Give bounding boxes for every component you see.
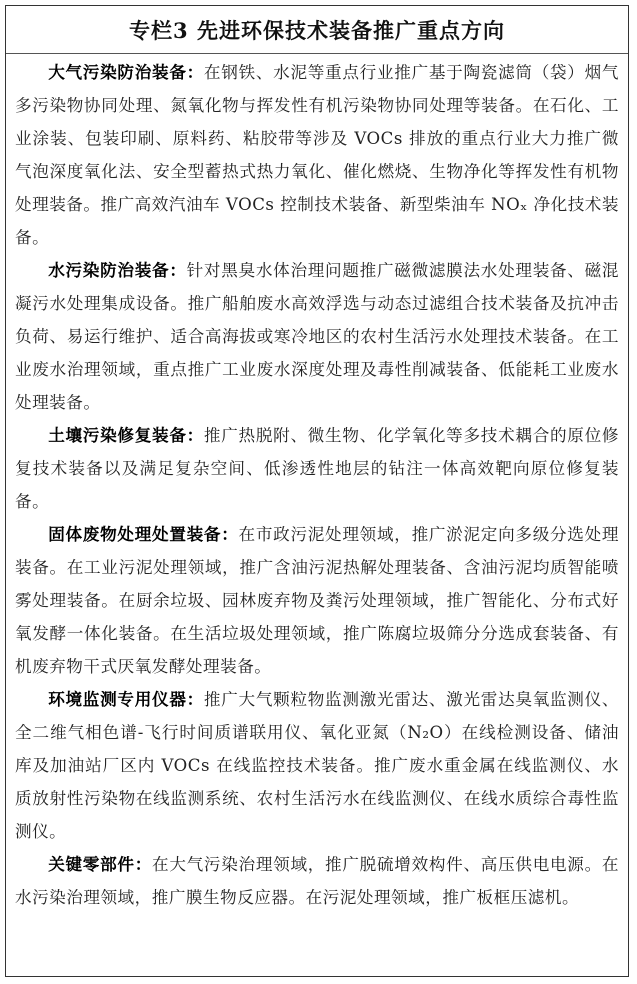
- section-text: 在大气污染治理领域，推广脱硫增效构件、高压供电电源。在水污染治理领域，推广膜生物反应器。在污泥处理领域，推广板框压滤机。: [15, 855, 620, 907]
- section-heading: 大气污染防治装备：: [48, 62, 204, 82]
- section-text: 推广热脱附、微生物、化学氧化等多技术耦合的原位修复技术装备以及满足复杂空间、低渗透性地层的钻注一体高效靶向原位修复装备。: [15, 426, 619, 511]
- section-water-pollution: [15, 254, 619, 419]
- section-heading: 环境监测专用仪器：: [48, 689, 204, 709]
- section-air-pollution: [15, 56, 619, 254]
- section-heading: 固体废物处理处置装备：: [48, 524, 239, 544]
- column-box: [5, 5, 629, 977]
- section-heading: 土壤污染修复装备：: [48, 425, 204, 445]
- section-heading: 水污染防治装备：: [48, 260, 187, 280]
- section-soil-remediation: [15, 419, 619, 518]
- section-solid-waste: [15, 518, 619, 683]
- section-environmental-monitoring: [15, 683, 619, 848]
- title-row: [6, 6, 628, 54]
- section-key-components: [15, 848, 619, 914]
- section-text: 针对黑臭水体治理问题推广磁微滤膜法水处理装备、磁混凝污水处理集成设备。推广船舶废水高效浮选与动态过滤组合技术装备及抗冲击负荷、易运行维护、适合高海拔或寒冷地区的农村生活污水处理技术装备。在工业废水治理领域，重点推广工业废水深度处理及毒性削减装备、低能耗工业废水处理装备。: [15, 261, 620, 412]
- section-text: 在钢铁、水泥等重点行业推广基于陶瓷滤筒（袋）烟气多污染物协同处理、氮氧化物与挥发性有机污染物协同处理等装备。在石化、工业涂装、包装印刷、原料药、粘胶带等涉及 VOCs 排放的重点行业大力推广微气泡深度氧化法、安全型蓄热式热力氧化、催化燃烧、生物净化等挥发性有机物处理装备。推广高效汽油车 VOCs 控制技术装备、新型柴油车 NOₓ 净化技术装备。: [15, 63, 619, 247]
- section-heading: 关键零部件：: [48, 854, 153, 874]
- section-text: 推广大气颗粒物监测激光雷达、激光雷达臭氧监测仪、全二维气相色谱-飞行时间质谱联用仪、氧化亚氮（N₂O）在线检测设备、储油库及加油站厂区内 VOCs 在线监控技术装备。推广废水重金属在线监测仪、水质放射性污染物在线监测系统、农村生活污水在线监测仪、在线水质综合毒性监测仪。: [15, 690, 619, 841]
- section-text: 在市政污泥处理领域，推广淤泥定向多级分选处理装备。在工业污泥处理领域，推广含油污泥热解处理装备、含油污泥均质智能喷雾处理装备。在厨余垃圾、园林废弃物及粪污处理领域，推广智能化、分布式好氧发酵一体化装备。在生活垃圾处理领域，推广陈腐垃圾筛分分选成套装备、有机废弃物干式厌氧发酵处理装备。: [15, 525, 620, 676]
- column-title: 专栏3 先进环保技术装备推广重点方向: [129, 17, 505, 43]
- column-content: [6, 54, 628, 914]
